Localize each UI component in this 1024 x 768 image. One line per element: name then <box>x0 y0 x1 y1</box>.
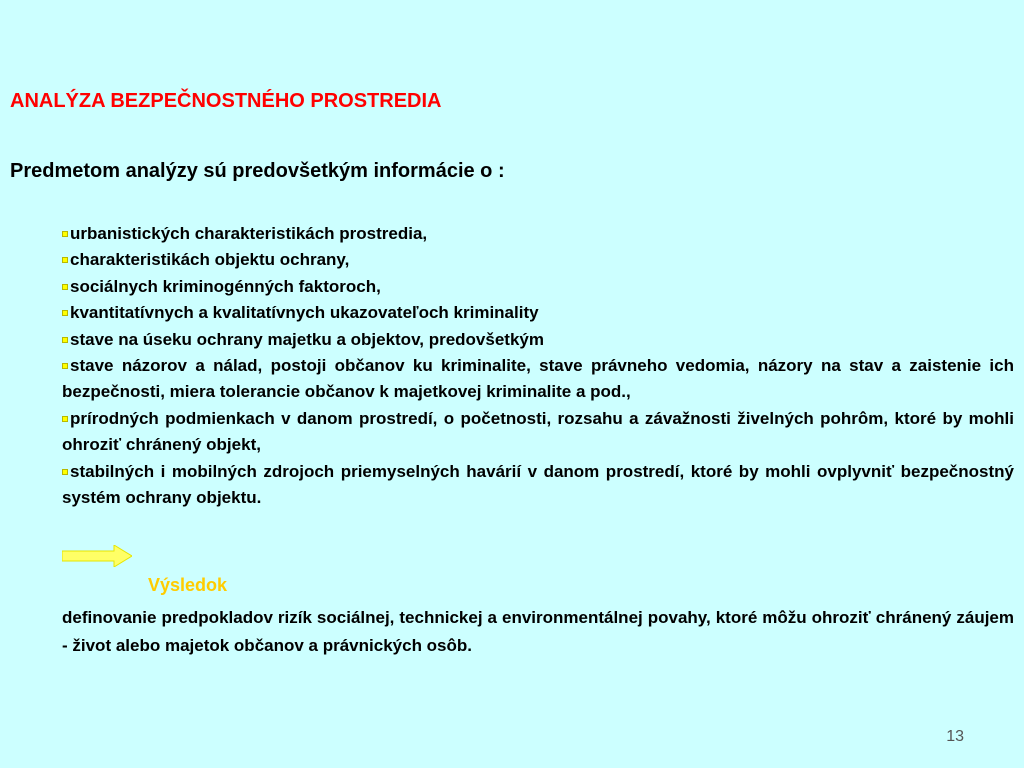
list-item <box>62 247 1014 273</box>
list-item <box>62 300 1014 326</box>
list-item <box>62 406 1014 459</box>
list-item-text: kvantitatívnych a kvalitatívnych ukazovateľoch kriminality <box>70 303 539 323</box>
right-arrow-icon <box>62 545 132 567</box>
square-bullet-icon <box>62 363 68 369</box>
slide-subtitle: Predmetom analýzy sú predovšetkým informácie o : <box>10 160 505 182</box>
result-label: Výsledok <box>148 575 228 595</box>
square-bullet-icon <box>62 310 68 316</box>
square-bullet-icon <box>62 257 68 263</box>
list-item-text: urbanistických charakteristikách prostredia, <box>70 224 428 243</box>
square-bullet-icon <box>62 469 68 475</box>
square-bullet-icon <box>62 284 68 290</box>
list-item-text: stave na úseku ochrany majetku a objektov, predovšetkým <box>70 329 544 349</box>
list-item <box>62 459 1014 512</box>
list-item-text: stabilných i mobilných zdrojoch priemyselných havárií v danom prostredí, ktoré by mohli ovplyvniť bezpečnostný systém ochrany objektu. <box>62 461 1014 508</box>
square-bullet-icon <box>62 416 68 422</box>
list-item <box>62 327 1014 353</box>
square-bullet-icon <box>62 337 68 343</box>
list-item-text: sociálnych kriminogénných faktoroch, <box>70 276 381 296</box>
list-item <box>62 274 1014 300</box>
bullet-list <box>62 221 1014 511</box>
slide-title: ANALÝZA BEZPEČNOSTNÉHO PROSTREDIA <box>10 90 442 112</box>
result-text: definovanie predpokladov rizík sociálnej, technickej a environmentálnej povahy, ktoré môžu ohroziť chránený záujem - život alebo majetok občanov a právnických osôb. <box>62 608 1014 655</box>
list-item-text: charakteristikách objektu ochrany, <box>70 250 350 270</box>
list-item <box>62 221 1014 247</box>
square-bullet-icon <box>62 231 68 237</box>
list-item <box>62 353 1014 406</box>
page-number: 13 <box>946 728 964 745</box>
list-item-text: prírodných podmienkach v danom prostredí, o početnosti, rozsahu a závažnosti živelných pohrôm, ktoré by mohli ohroziť chránený objekt, <box>62 408 1014 455</box>
list-item-text: stave názorov a nálad, postoji občanov ku kriminalite, stave právneho vedomia, názory na stav a zaistenie ich bezpečnosti, miera tolerancie občanov k majetkovej kriminalite a pod., <box>62 356 1014 402</box>
